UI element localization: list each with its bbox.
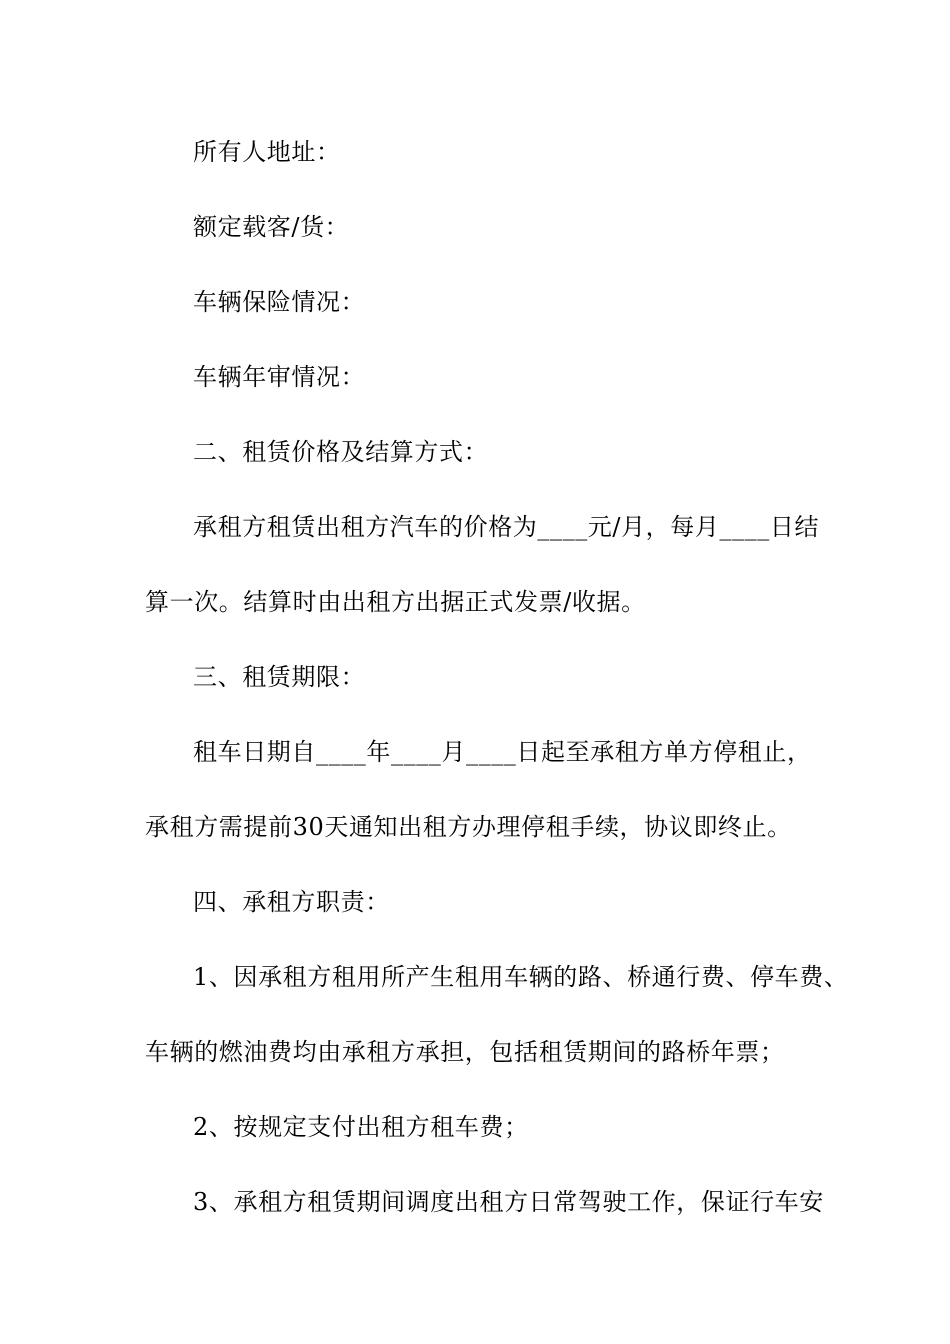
paragraph-line: 承租方租赁出租方汽车的价格为____元/月，每月____日结	[193, 513, 820, 541]
list-item: 3、承租方租赁期间调度出租方日常驾驶工作，保证行车安	[193, 1188, 824, 1216]
list-item: 2、按规定支付出租方租车费；	[193, 1113, 529, 1141]
line-rated-capacity: 额定载客/货：	[193, 213, 350, 241]
paragraph-line: 租车日期自____年____月____日起至承租方单方停租止，	[193, 738, 812, 766]
section-heading-term: 三、租赁期限：	[193, 663, 366, 691]
line-annual-inspection: 车辆年审情况：	[193, 363, 366, 391]
paragraph-line: 车辆的燃油费均由承租方承担，包括租赁期间的路桥年票；	[145, 1038, 785, 1066]
list-item: 1、因承租方租用所产生租用车辆的路、桥通行费、停车费、	[193, 963, 849, 991]
paragraph-line: 算一次。结算时由出租方出据正式发票/收据。	[145, 588, 646, 616]
section-heading-price: 二、租赁价格及结算方式：	[193, 438, 489, 466]
paragraph-line: 承租方需提前30天通知出租方办理停租手续，协议即终止。	[145, 813, 792, 841]
section-heading-duties: 四、承租方职责：	[193, 888, 390, 916]
line-owner-address: 所有人地址：	[193, 138, 341, 166]
line-insurance-status: 车辆保险情况：	[193, 288, 366, 316]
